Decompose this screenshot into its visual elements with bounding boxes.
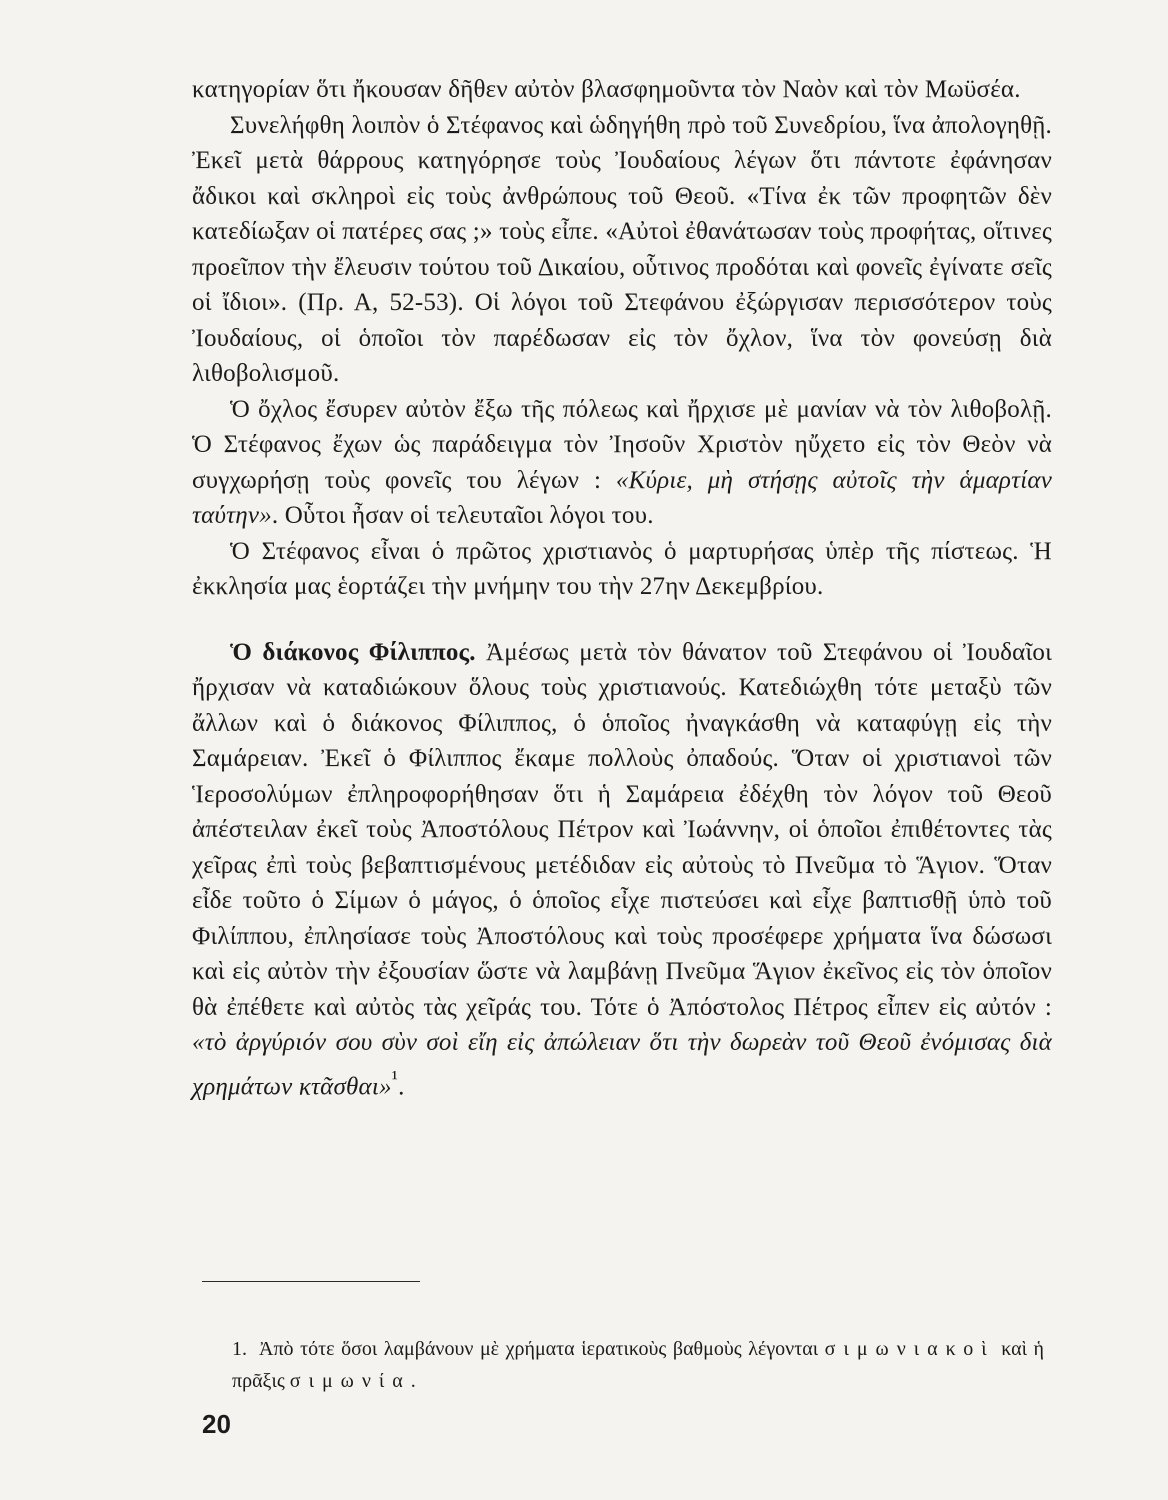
- footnote-divider: [202, 1281, 420, 1282]
- paragraph-3: [192, 392, 1052, 534]
- footnote-text-middle: καὶ ἡ πρᾶξις: [232, 1338, 1044, 1392]
- paragraph-4: Ὁ Στέφανος εἶναι ὁ πρῶτος χριστιανὸς ὁ μαρτυρήσας ὑπὲρ τῆς πίστεως. Ἡ ἐκκλησία μας ἑορτάζει τὴν μνήμην του τὴν 27ην Δεκεμβρίου.: [192, 537, 1052, 600]
- footnote-spaced-term-1: σιμωνιακοὶ: [824, 1338, 995, 1360]
- footnote-end: .: [410, 1370, 416, 1392]
- section-end: .: [398, 1072, 405, 1100]
- paragraph-1: κατηγορίαν ὅτι ἤκουσαν δῆθεν αὐτὸν βλασφημοῦντα τὸν Ναὸν καὶ τὸν Μωϋσέα.: [192, 76, 1021, 103]
- main-text: [192, 72, 1052, 1104]
- paragraph-3-text: Ὁ ὄχλος ἔσυρεν αὐτὸν ἔξω τῆς πόλεως καὶ ἤρχισε μὲ μανίαν νὰ τὸν λιθοβολῇ. Ὁ Στέφανος ἔχων ὡς παράδειγμα τὸν Ἰησοῦν Χριστὸν ηὔχετο εἰς τὸν Θεὸν νὰ συγχωρήσῃ τοὺς φονεῖς του λέγων :: [192, 395, 1052, 494]
- footnote: [232, 1333, 1044, 1397]
- stephen-prayer-quote: «Κύριε, μὴ στήσῃς αὐτοῖς τὴν ἁμαρτίαν ταύτην»: [192, 466, 1053, 529]
- section-text: Ἀμέσως μετὰ τὸν θάνατον τοῦ Στεφάνου οἱ Ἰουδαῖοι ἤρχισαν νὰ καταδιώκουν ὅλους τοὺς χριστιανούς. Κατεδιώχθη τότε μεταξὺ τῶν ἄλλων καὶ ὁ διάκονος Φίλιππος, ὁ ὁποῖος ἠναγκάσθη νὰ καταφύγῃ εἰς τὴν Σαμάρειαν. Ἐκεῖ ὁ Φίλιππος ἔκαμε πολλοὺς ὀπαδούς. Ὅταν οἱ χριστιανοὶ τῶν Ἱεροσολύμων ἐπληροφορήθησαν ὅτι ἡ Σαμάρεια ἐδέχθη τὸν λόγον τοῦ Θεοῦ ἀπέστειλαν ἐκεῖ τοὺς Ἀποστόλους Πέτρον καὶ Ἰωάννην, οἱ ὁποῖοι ἐπιθέτοντες τὰς χεῖρας ἐπὶ τοὺς βεβαπτισμένους μετέδιδαν εἰς αὐτοὺς τὸ Πνεῦμα τὸ Ἅγιον. Ὅταν εἶδε τοῦτο ὁ Σίμων ὁ μάγος, ὁ ὁποῖος εἶχε πιστεύσει καὶ εἶχε βαπτισθῇ ὑπὸ τοῦ Φιλίππου, ἐπλησίασε τοὺς Ἀποστόλους καὶ τοὺς προσέφερε χρήματα ἵνα δώσωσι καὶ εἰς αὐτὸν τὴν ἐξουσίαν ὥστε νὰ λαμβάνῃ Πνεῦμα Ἅγιον ἐκεῖνος εἰς τὸν ὁποῖον θὰ ἐπέθετε καὶ αὐτὸς τὰς χεῖράς του. Τότε ὁ Ἀπόστολος Πέτρος εἶπεν εἰς αὐτόν :: [192, 638, 1052, 1021]
- footnote-spaced-term-2: σιμωνία: [289, 1370, 411, 1392]
- section-philip: [192, 635, 1052, 1105]
- paragraph-2: Συνελήφθη λοιπὸν ὁ Στέφανος καὶ ὡδηγήθη πρὸ τοῦ Συνεδρίου, ἵνα ἀπολογηθῇ. Ἐκεῖ μετὰ θάρρους κατηγόρησε τοὺς Ἰουδαίους λέγων ὅτι πάντοτε ἐφάνησαν ἄδικοι καὶ σκληροὶ εἰς τοὺς ἀνθρώπους τοῦ Θεοῦ. «Τίνα ἐκ τῶν προφητῶν δὲν κατεδίωξαν οἱ πατέρες σας ;» τοὺς εἶπε. «Αὐτοὶ ἐθανάτωσαν τοὺς προφήτας, οἵτινες προεῖπον τὴν ἔλευσιν τούτου τοῦ Δικαίου, οὗτινος προδόται καὶ φονεῖς ἐγίνατε σεῖς οἱ ἴδιοι». (Πρ. Α, 52-53). Οἱ λόγοι τοῦ Στεφάνου ἐξώργισαν περισσότερον τοὺς Ἰουδαίους, οἱ ὁποῖοι τὸν παρέδωσαν εἰς τὸν ὄχλον, ἵνα τὸν φονεύσῃ διὰ λιθοβολισμοῦ.: [192, 111, 1052, 387]
- section-heading: Ὁ διάκονος Φίλιππος.: [230, 638, 476, 666]
- peter-quote: «τὸ ἀργύριόν σου σὺν σοὶ εἴη εἰς ἀπώλειαν ὅτι τὴν δωρεὰν τοῦ Θεοῦ ἐνόμισας διὰ χρημάτων κτᾶσθαι»: [192, 1029, 1052, 1100]
- paragraph-3-end: . Οὗτοι ἦσαν οἱ τελευταῖοι λόγοι του.: [271, 502, 654, 529]
- footnote-mark: 1.: [232, 1338, 247, 1360]
- footnote-text: Ἀπὸ τότε ὅσοι λαμβάνουν μὲ χρήματα ἱερατικοὺς βαθμοὺς λέγονται: [259, 1338, 825, 1360]
- footnote-reference: ¹: [391, 1065, 399, 1090]
- page-number: 20: [202, 1409, 231, 1439]
